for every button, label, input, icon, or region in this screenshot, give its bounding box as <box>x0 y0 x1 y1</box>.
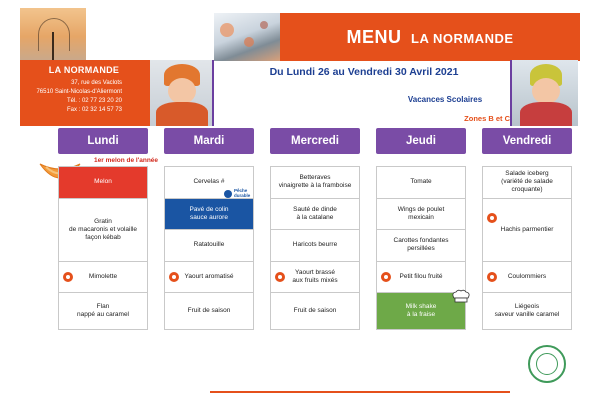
day-header: Lundi <box>58 128 148 154</box>
menu-banner <box>280 13 580 61</box>
footer-divider <box>210 391 510 393</box>
frame-divider-left <box>212 60 214 126</box>
menu-item: Salade iceberg (variété de salade croquante) <box>483 167 571 199</box>
menu-item: Milk shake à la fraise <box>377 293 465 329</box>
menu-item-text: Yaourt aromatisé <box>184 272 234 280</box>
address-fax: Fax : 02 32 14 57 73 <box>66 107 122 113</box>
menu-title-main: MENU <box>346 26 402 47</box>
menu-item: Fruit de saison <box>293 307 337 314</box>
menu-item-local <box>483 262 571 294</box>
menu-item: Melon <box>59 167 147 199</box>
menu-title-sub: LA NORMANDE <box>411 30 514 46</box>
day-header: Mardi <box>164 128 254 154</box>
school-holidays-label: Vacances Scolaires <box>407 95 483 104</box>
menu-item: Betteraves vinaigrette à la framboise <box>271 167 359 199</box>
local-produce-icon <box>487 213 497 223</box>
address-block <box>20 60 150 126</box>
winter-berries-photo <box>214 13 280 61</box>
menu-item: Ratatouille <box>165 230 253 262</box>
local-produce-icon <box>381 272 391 282</box>
menu-item-local <box>483 199 571 262</box>
local-produce-icon <box>487 272 497 282</box>
day-cells <box>270 166 360 330</box>
day-column-mardi <box>164 128 254 330</box>
address-street: 37, rue des Vaclots <box>71 80 122 86</box>
fish-icon <box>224 190 232 198</box>
day-cells <box>482 166 572 330</box>
day-cells <box>376 166 466 330</box>
peche-text-2: durable <box>234 193 251 198</box>
menu-item-text: Petit filou fruité <box>399 272 443 280</box>
menu-item: Pavé de colin sauce aurore <box>165 199 253 231</box>
child-orange-hat-photo <box>150 60 214 126</box>
date-range: Du Lundi 26 au Vendredi 30 Avril 2021 <box>269 66 459 78</box>
menu-item: Carottes fondantes persillées <box>377 230 465 262</box>
address-phone: Tél. : 02 77 23 20 20 <box>66 98 122 104</box>
sustainable-fishing-badge <box>224 188 264 202</box>
menu-item-text: Yaourt brassé aux fruits mixés <box>292 268 338 284</box>
menu-item-local <box>271 262 359 294</box>
menu-item: Tomate <box>377 167 465 199</box>
peche-text-1: Pêche <box>234 188 248 193</box>
zones-label: Zones B et C <box>464 114 510 123</box>
menu-item: Gratin de macaronis et volaille façon kébab <box>59 199 147 262</box>
restaurant-name: LA NORMANDE <box>48 65 120 75</box>
local-produce-icon <box>169 272 179 282</box>
day-column-lundi <box>58 128 148 330</box>
eco-logo-icon <box>528 345 566 383</box>
day-header: Vendredi <box>482 128 572 154</box>
menu-item-text: Hachis parmentier <box>500 225 554 233</box>
address-city: 76510 Saint-Nicolas-d'Aliermont <box>36 89 122 95</box>
menu-item-text: Coulommiers <box>507 272 547 280</box>
local-produce-icon <box>63 272 73 282</box>
menu-item-local <box>59 262 147 294</box>
menu-item: Flan nappé au caramel <box>76 303 130 318</box>
sunset-tree-photo <box>20 8 86 60</box>
day-header: Jeudi <box>376 128 466 154</box>
child-yellow-hat-photo <box>512 60 578 126</box>
chef-hat-icon <box>450 289 472 303</box>
day-cells <box>58 166 148 330</box>
menu-item-local <box>165 262 253 294</box>
menu-item: Haricots beurre <box>271 230 359 262</box>
menu-item: Sauté de dinde à la catalane <box>271 199 359 231</box>
menu-item: Cervelas # <box>165 167 253 199</box>
first-melon-note: 1er melon de l'année <box>94 157 159 164</box>
menu-item: Wings de poulet mexicain <box>377 199 465 231</box>
local-produce-icon <box>275 272 285 282</box>
day-column-vendredi <box>482 128 572 330</box>
menu-title <box>346 27 513 48</box>
menu-item-text: Mimolette <box>88 272 118 280</box>
day-column-mercredi <box>270 128 360 330</box>
menu-item: Liégeois saveur vanille caramel <box>494 303 560 318</box>
day-header: Mercredi <box>270 128 360 154</box>
menu-item: Fruit de saison <box>187 307 231 314</box>
